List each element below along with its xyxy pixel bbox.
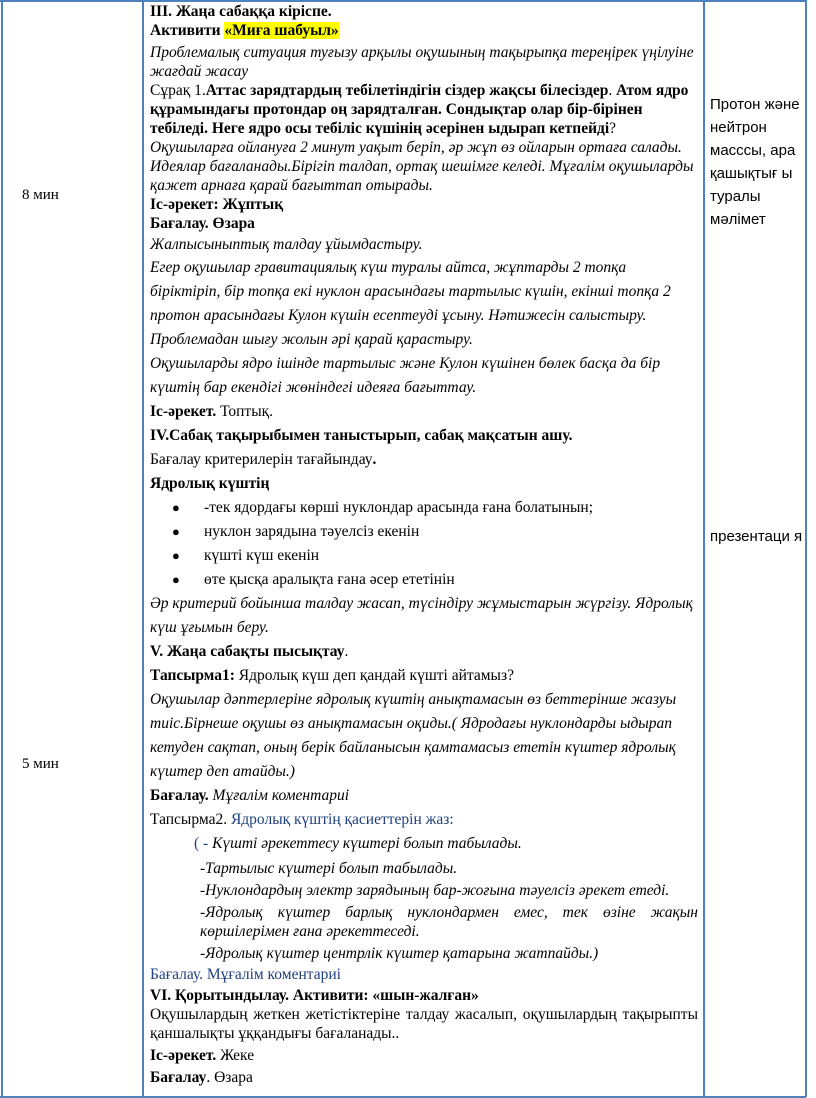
criteria-explanation: Әр критерий бойынша талдау жасап, түсіндіру жұмыстарын жүргізу. Ядролық күш ұғымын беру. [150, 595, 693, 636]
section-5-heading-dot: . [344, 643, 349, 660]
section-6-heading: VI. Қорытындылау. Активити: «шын-жалған» [150, 987, 479, 1004]
section-4-heading: IV.Сабақ тақырыбымен таныстырып, сабақ мақсатын ашу. [150, 427, 573, 444]
question-dot: . [608, 82, 613, 99]
assessment-peer: Бағалау. Өзара [150, 215, 255, 232]
lesson-content [150, 2, 698, 1087]
guide-text: Оқушыларды ядро ішінде тартылыс және Кулон күшінен бөлек басқа да бір күштің бар екендігі жөніндегі идеяға бағыттау. [150, 355, 661, 396]
task-1-instruction: Оқушылар дәптерлеріне ядролық күштің анықтамасын өз беттерінше жазуы тиіс.Бірнеше оқушы өз анықтамасын оқиды.( Ядродағы нуклондарды ыдырап кетуден сақтап, оның берік байланысын қамтамасыз ететін күштер ядролық күштер деп атайды.) [150, 691, 677, 780]
property-1-text: Күшті әрекеттесу күштері болып табылады. [212, 835, 522, 852]
task-1-label: Тапсырма1: [150, 667, 235, 684]
section-3-heading: III. Жаңа сабаққа кіріспе. [150, 3, 332, 20]
time-8-min: 8 мин [22, 187, 59, 203]
summary-text: Оқушылардың жеткен жетістіктеріне талдау жасалып, оқушылардың тақырыпты қаншалықты ұққандығы бағаланады.. [150, 1006, 698, 1042]
criteria-dot: . [372, 451, 377, 468]
work-value-individual: Жеке [216, 1047, 255, 1064]
property-2: -Тартылыс күштері болып табылады. [200, 860, 458, 877]
resource-presentation: презентаци я [710, 528, 803, 545]
property-1 [150, 832, 698, 856]
list-item-text: нуклон зарядына тәуелсіз екенін [204, 523, 420, 540]
column-divider-1 [142, 0, 144, 1097]
final-assessment-value: . Өзара [206, 1069, 253, 1086]
list-item-text: күшті күш екенін [204, 547, 320, 564]
task-2-text: Ядролық күштің қасиеттерін жаз: [227, 811, 454, 828]
work-label: Іс-әрекет. [150, 403, 217, 420]
work-form-group [150, 400, 698, 424]
criteria-line [150, 448, 698, 472]
question-1 [150, 81, 698, 138]
task-1 [150, 664, 698, 688]
list-item [150, 520, 698, 544]
nuclear-force-title: Ядролық күштің [150, 475, 270, 492]
question-part-1: Аттас зарядтардың тебілетіндігін сіздер жақсы білесіздер [205, 82, 609, 99]
property-4: -Ядролық күштер барлық нуклондармен емес, тек өзіне жақын көршілерімен ғана әрекеттеседі. [200, 904, 698, 940]
work-form-individual [150, 1046, 698, 1065]
section-5-heading-text: V. Жаңа сабақты пысықтау [150, 643, 345, 660]
list-item [150, 544, 698, 568]
bullet-icon: ● [172, 524, 180, 539]
work-value: Топтық. [216, 403, 274, 420]
list-item-text: -тек ядордағы көрші нуклондар арасында ғана болатынын; [204, 499, 594, 516]
assessment-1-text: Мұғалім коментариі [208, 787, 350, 804]
section-5-heading [150, 640, 698, 664]
property-5: -Ядролық күштер центрлік күштер қатарына жатпайды.) [200, 945, 599, 962]
time-5-min: 5 мин [22, 756, 59, 772]
table-left-border [1, 0, 3, 1097]
property-3: -Нуклондардың электр зарядының бар-жоғына тәуелсіз әрекет етеді. [200, 882, 670, 899]
final-assessment-label: Бағалау [150, 1069, 207, 1086]
assessment-2: Бағалау. Мұғалім коментариі [150, 966, 341, 983]
activity-name: «Миға шабуыл» [224, 22, 339, 39]
work-label-individual: Іс-әрекет. [150, 1047, 217, 1064]
bullet-icon: ● [172, 548, 180, 563]
task-1-text: Ядролық күш деп қандай күшті айтамыз? [234, 667, 514, 684]
task-2-label: Тапсырма2. [150, 811, 228, 828]
resource-info: Протон және нейтрон масссы, ара қашықтығ ы туралы мәлімет [710, 96, 800, 228]
assessment-1 [150, 784, 698, 808]
activity-line [150, 21, 698, 40]
list-item [150, 496, 698, 520]
final-assessment [150, 1068, 698, 1087]
work-form-pairs: Іс-әрекет: Жұптық [150, 196, 284, 213]
analysis-text: Егер оқушылар гравитациялық күш туралы айтса, жұптарды 2 топқа біріктіріп, бір топқа екі нуклон арасындағы тартылыс күшін, екінші топқа 2 протон арасындағы Кулон күшін есептеуді ұсыну. Нәтижесін салыстыру. Проблемадан шығу жолын әрі қарай қарастыру. [150, 259, 671, 348]
bullet-icon: ● [172, 500, 180, 515]
criteria-text: Бағалау критерилерін тағайындау [150, 451, 373, 468]
question-part-2: Атом ядро құрамындағы протондар оң зарядталған. Сондықтар олар бір-бірінен тебіледі. Неге ядро осы тебіліс күшінің әсерінен ыдырап кетпейді [150, 82, 689, 137]
analysis-title: Жалпысыныптық талдау ұйымдастыру. [150, 236, 423, 253]
task-2 [150, 808, 698, 832]
property-open: ( - [194, 835, 213, 852]
section-3-goal: Проблемалық ситуация туғызу арқылы оқушының тақырыпқа тереңірек үңілуіне жағдай жасау [150, 44, 694, 80]
criteria-list [150, 496, 698, 592]
column-divider-2 [703, 0, 705, 1097]
list-item-text: өте қысқа аралықта ғана әсер ететінін [204, 571, 455, 588]
question-prefix: Сұрақ 1. [150, 82, 206, 99]
assessment-1-label: Бағалау. [150, 787, 209, 804]
question-mark: ? [609, 120, 617, 137]
activity-prefix: Активити [150, 22, 225, 39]
list-item [150, 568, 698, 592]
pair-instruction: Оқушыларға ойлануға 2 минут уақыт беріп, әр жұп өз ойларын ортаға салады. Идеялар бағаланады.Бірігіп талдап, ортақ шешімге келеді. Мұғалім оқушыларды қажет арнаға қарай бағыттап отырады. [150, 139, 694, 194]
bullet-icon: ● [172, 572, 180, 587]
